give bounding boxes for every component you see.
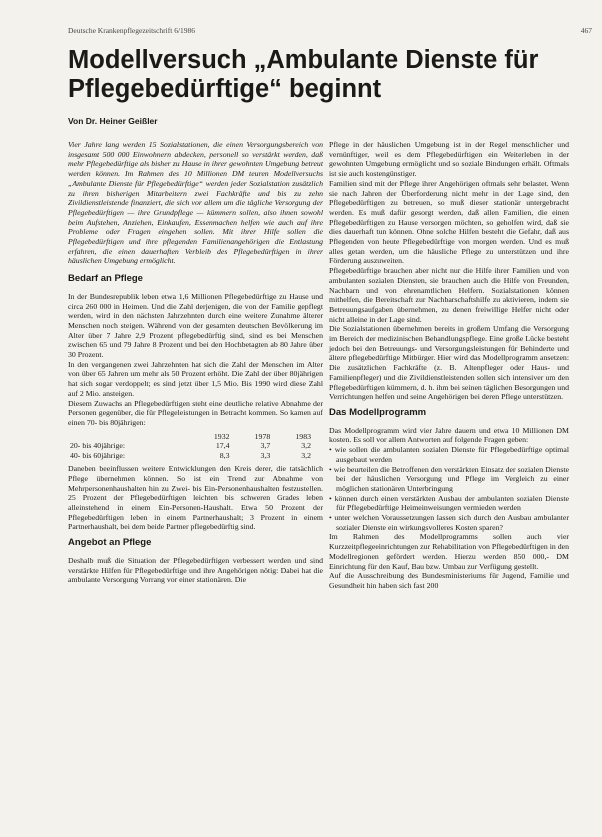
- paragraph: In den vergangenen zwei Jahrzehnten hat sich die Zahl der Menschen im Alter von über 65 Jahren um mehr als 50 Prozent erhöht. Die Zahl der über 80jährigen hat sich sogar verdoppelt; es sind jetzt über 1,5 Mio. Bis 1990 wird diese Zahl auf 2 Mio. ansteigen.: [68, 359, 323, 398]
- list-item: • wie sollen die ambulanten sozialen Dienste für Pflegebedürftige optimal ausgebaut werden: [329, 445, 569, 464]
- table-cell: 17,4: [215, 441, 230, 451]
- table-header-row: [68, 432, 313, 442]
- table-row: [68, 451, 313, 461]
- section-heading-modellprogramm: Das Modellprogramm: [329, 406, 427, 418]
- paragraph: Die Sozialstationen übernehmen bereits in großem Umfang die Versorgung im Bereich der medizinischen Behandlungspflege. Eine große Lücke besteht jedoch bei den Betreuungs- und Versorgungsleistungen für Behinderte und ältere pflegebedürftige Mitbürger. Hier wird das Modellprogramm ansetzen: Die zusätzlichen Fachkräfte (z. B. Altenpfleger oder Haus- und Familienpfleger) und die Zivildienstleistenden sollen sich intensiver um den Pflegebedürftigen kümmern, d. h. ihm bei seinen täglichen Besorgungen und Verrichtungen helfen und seine Angehörigen bei deren Pflege unterstützen.: [329, 324, 569, 402]
- paragraph: Diesem Zuwachs an Pflegebedürftigen steht eine deutliche relative Abnahme der Personen gegenüber, die für Pflegeleistungen in Betracht kommen. So kamen auf einen 70- bis 80jährigen:: [68, 398, 323, 427]
- page-number: 467: [580, 26, 592, 35]
- section-heading-bedarf: Bedarf an Pflege: [68, 273, 143, 285]
- table-cell: 3,2: [301, 441, 311, 451]
- paragraph: Im Rahmen des Modellprogramms sollen auch vier Kurzzeitpflegeeinrichtungen zur Rehabilitation von Pflegebedürftigen in den Modellregionen gefördert werden. Hierzu werden 850 000,- DM Einrichtung für den Kauf, Bau bzw. Umbau zur Verfügung gestellt.: [329, 532, 569, 571]
- right-column: [329, 140, 569, 591]
- list-item: • unter welchen Voraussetzungen lassen sich durch den Ausbau ambulanter sozialer Dienste ein wirkungsvolleres Kosten sparen?: [329, 513, 569, 532]
- list-item: • können durch einen verstärkten Ausbau der ambulanten sozialen Dienste für Pflegebedürftige Heimeinweisungen vermieden werden: [329, 494, 569, 513]
- table-year: 1932: [213, 431, 230, 441]
- table-cell: 3,3: [260, 450, 271, 460]
- paragraph: Pflege in der häuslichen Umgebung ist in der Regel menschlicher und vernünftiger, weil es dem Pflegebedürftigen ein Weiterleben in der gewohnten Umgebung ermöglicht und so soziale Bindungen erhält. Oftmals ist sie auch kostengünstiger.: [329, 140, 569, 179]
- section-heading-angebot: Angebot an Pflege: [68, 537, 152, 549]
- paragraph: Pflegebedürftige brauchen aber nicht nur die Hilfe ihrer Familien und von ambulanten sozialen Diensten, sie brauchen auch die Hilfe von Freunden, Nachbarn und von ehrenamtlichen Helfern. Sozialstationen können mithelfen, die Bereitschaft zur Nachbarschaftshilfe zu aktivieren, indem sie Betreuungsaufgaben übernehmen, zu denen freiwillige Helfer nicht oder nicht alleine in der Lage sind.: [329, 266, 569, 324]
- table-cell: 3,2: [301, 450, 311, 460]
- article-author: Von Dr. Heiner Geißler: [68, 116, 158, 126]
- table-cell: 8,3: [219, 450, 230, 460]
- journal-name: Deutsche Krankenpflegezeitschrift 6/1986: [68, 26, 196, 35]
- paragraph: Das Modellprogramm wird vier Jahre dauern und etwa 10 Millionen DM kosten. Es soll vor allem Antworten auf folgende Fragen geben:: [329, 425, 569, 445]
- table-year: 1978: [254, 431, 271, 441]
- paragraph: Auf die Ausschreibung des Bundesministeriums für Jugend, Familie und Gesundheit hin haben sich fast 200: [329, 571, 569, 590]
- table-row-label: 40- bis 60jährige:: [70, 450, 126, 460]
- age-ratio-table: [68, 432, 313, 461]
- paragraph: In der Bundesrepublik leben etwa 1,6 Millionen Pflegebedürftige zu Hause und circa 260 000 in Heimen. Und die Zahl derjenigen, die von der Familie gepflegt werden, wird in den nächsten Jahrzehnten durch eine weitere Zunahme älterer Menschen noch steigen. Während von der gesamten deutschen Bevölkerung im Alter über 7 Jahre 2,9 Prozent pflegebedürftig sind, sind es bei Menschen zwischen 65 und 79 Jahre 8 Prozent und bei den Hochbetagten ab 80 Jahre über 30 Prozent.: [68, 291, 323, 360]
- lead-paragraph: Vier Jahre lang werden 15 Sozialstationen, die einen Versorgungsbereich von insgesamt 500 000 Einwohnern abdecken, personell so verstärkt werden, daß mehr Pflegebedürftige als bisher zu Hause in ihrer gewohnten Umgebung betreut werden können. Im Rahmen des 10 Millionen DM teuren Modellversuchs „Ambulante Dienste für Pflegebedürftige“ werden jeder Sozialstation zusätzlich zu ihren bisherigen Mitarbeitern zwei Fachkräfte und bis zu zehn Zivildienstleistende finanziert, die sich vor allem um die tägliche Versorgung der Pflegebedürftigen — ihre Grundpflege — kümmern sollen, also ihnen sowohl beim Aufstehen, Anziehen, Einkaufen, Essenmachen helfen wie auch auf ihre Probleme oder Fragen eingehen sollen. Mit ihrer Hilfe sollen die Pflegebedürftigen und ihre pflegenden Familienangehörigen die Entlastung erfahren, die einen dauerhaften Verbleib des Pflegebedürftigen in ihrer häuslichen Umgebung ermöglicht.: [68, 140, 323, 266]
- table-row: [68, 441, 313, 451]
- paragraph: Familien sind mit der Pflege ihrer Angehörigen oftmals sehr belastet. Wenn sie nach Jahren der Überforderung nicht mehr in der Lage sind, den Pflegebedürftigen zu betreuen, so muß dieser stationär untergebracht werden. Es muß dafür gesorgt werden, daß allen Familien, die einen Pflegebedürftigen zu Hause versorgen möchten, so geholfen wird, daß sie dies dauerhaft tun können. Ohne solche Hilfen besteht die Gefahr, daß aus Pflegenden von heute Pflegebedürftige von morgen werden. Und es muß alles getan werden, um die häusliche Pflege zu unterstützen und ihre Förderung auszuweiten.: [329, 178, 569, 266]
- paragraph: Deshalb muß die Situation der Pflegebedürftigen verbessert werden und sind verstärkte Hilfen für Pflegebedürftige und ihre Angehörigen nötig: Dabei hat die ambulante Versorgung Vorrang vor einer stationären. Die: [68, 555, 323, 585]
- paragraph: Daneben beeinflussen weitere Entwicklungen den Kreis derer, die tatsächlich Pflege übernehmen können. So ist ein Trend zur Abnahme von Mehrpersonenhaushalten hin zu Zwei- bis Ein-Personenhaushalten festzustellen. 25 Prozent der Pflegebedürftigen leichten bis schweren Grades leben alleinstehend in einem Ein-Personen-Haushalt. Etwa 50 Prozent der Pflegebedürftigen leben in einem Partnerhaushalt; 3 Prozent in einem Partnerhaushalt, bei dem beide Partner pflegebedürftig sind.: [68, 464, 323, 532]
- question-list: [329, 445, 569, 532]
- list-item: • wie beurteilen die Betroffenen den verstärkten Einsatz der sozialen Dienste bei der häuslichen Versorgung und Pflege im Vergleich zu einer möglichen stationären Unterbringung: [329, 465, 569, 494]
- table-cell: 3,7: [260, 441, 271, 451]
- table-year: 1983: [295, 431, 311, 441]
- table-row-label: 20- bis 40jährige:: [70, 441, 126, 451]
- article-title: Modellversuch „Ambulante Dienste für Pflegebedürftige“ beginnt: [68, 46, 539, 103]
- left-column: [68, 140, 323, 585]
